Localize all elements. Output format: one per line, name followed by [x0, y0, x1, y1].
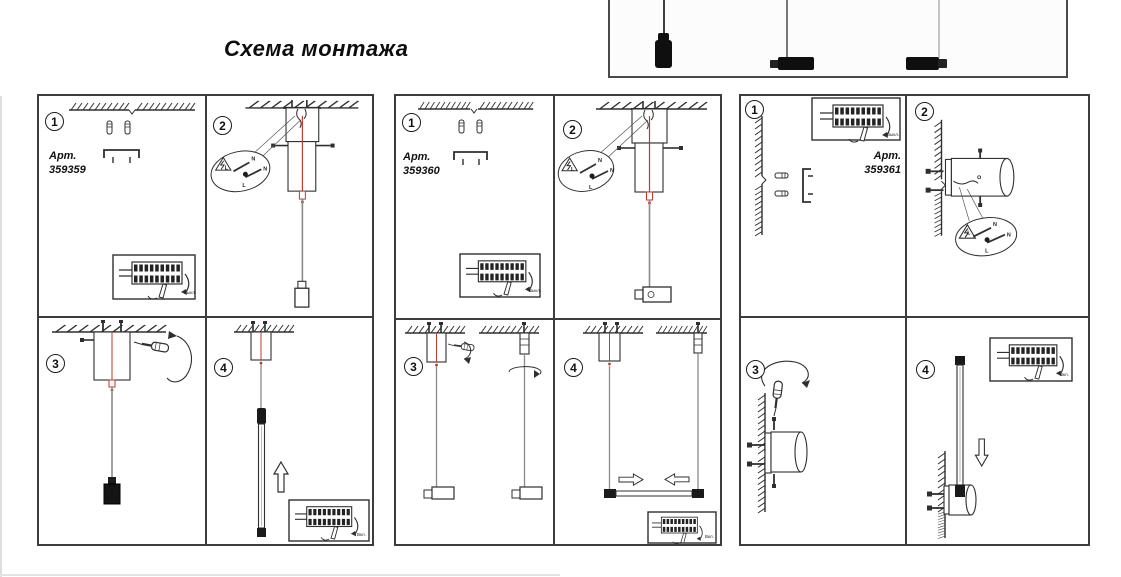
step-1-cell	[396, 96, 555, 320]
panel-359361	[739, 94, 1090, 546]
arrow-right-icon	[619, 474, 643, 485]
step-1-cell	[741, 96, 907, 318]
step-number-badge: 1	[402, 113, 421, 132]
step-1-diagram	[396, 96, 553, 318]
art-value: 359360	[403, 164, 440, 177]
wire-label-n: N	[263, 166, 268, 173]
page-edge-shadow	[0, 574, 560, 576]
power-on-inset	[990, 338, 1072, 381]
ceiling-notch	[471, 109, 477, 113]
step-number-badge: 4	[564, 358, 583, 377]
wiring-balloon	[207, 146, 273, 197]
arrow-up-icon	[274, 462, 288, 492]
wire-label-l: L	[985, 248, 989, 255]
rotation-arrow	[762, 361, 809, 386]
step-2-diagram	[907, 96, 1088, 316]
power-off-label: Выкл.	[529, 288, 542, 293]
suspension-grip	[694, 333, 702, 353]
step-number-badge: 3	[404, 357, 423, 376]
art-value: 359361	[864, 163, 901, 176]
step-number-badge: 4	[916, 360, 935, 379]
step-2-cell	[555, 96, 720, 320]
suspension-grip	[520, 333, 529, 354]
lamp-head	[520, 487, 542, 499]
dowel-icon	[775, 173, 788, 178]
step-4-diagram	[555, 320, 720, 544]
dowel-icon	[459, 120, 464, 133]
step-number-badge: 3	[46, 354, 65, 373]
screwdriver-icon	[133, 339, 169, 353]
article-number	[839, 150, 901, 178]
step-2-cell	[907, 96, 1088, 318]
mounting-bracket	[803, 169, 811, 202]
power-off-inset	[812, 98, 900, 142]
lamp-head	[104, 484, 120, 504]
rotation-arrow	[167, 336, 192, 382]
dowel-icon	[107, 121, 112, 134]
art-value: 359359	[49, 163, 86, 176]
step-4-cell	[207, 318, 372, 544]
step-2-diagram	[207, 96, 372, 316]
mounting-bracket	[104, 150, 139, 158]
step-3-diagram	[396, 320, 553, 544]
dowel-icon	[775, 191, 788, 196]
power-on-label: Вкл.	[357, 532, 366, 537]
power-on-label: Вкл.	[1060, 372, 1069, 377]
step-number-badge: 1	[45, 112, 64, 131]
tube-connector	[692, 489, 704, 498]
power-on-label: Вкл.	[705, 534, 714, 539]
page-edge-shadow	[0, 96, 2, 577]
wire-label-l: L	[571, 167, 575, 173]
wire-label-n: N	[610, 168, 614, 174]
canopy	[951, 158, 1006, 196]
wire-label-l: L	[589, 185, 593, 191]
step-4-cell	[555, 320, 720, 544]
step-3-cell	[39, 318, 207, 544]
pendant-cord	[786, 0, 788, 58]
mounting-bracket	[454, 152, 487, 160]
tube-connector	[955, 356, 965, 365]
step-1-diagram	[39, 96, 205, 316]
step-3-cell	[396, 320, 555, 544]
power-on-inset	[289, 500, 369, 541]
step-2-cell	[207, 96, 372, 318]
article-number	[403, 151, 440, 179]
lamp-socket	[955, 485, 965, 497]
step-number-badge: 3	[746, 360, 765, 379]
step-1-diagram	[741, 96, 905, 316]
step-3-diagram	[741, 318, 905, 544]
step-number-badge: 4	[214, 358, 233, 377]
wire-label-n: N	[1006, 232, 1011, 239]
step-3-cell	[741, 318, 907, 544]
power-off-inset	[113, 255, 196, 299]
step-4-cell	[907, 318, 1088, 544]
step-number-badge: 2	[563, 120, 582, 139]
tube-connector	[257, 408, 266, 424]
power-off-label: Выкл.	[184, 290, 197, 295]
wire-label-n: N	[251, 156, 256, 163]
product-photo	[608, 0, 1068, 78]
step-number-badge: 2	[213, 116, 232, 135]
step-3-diagram	[39, 318, 205, 544]
step-number-badge: 1	[745, 100, 764, 119]
power-off-label: Выкл.	[887, 132, 900, 137]
art-label: Арт.	[873, 150, 901, 162]
arrow-left-icon	[665, 474, 689, 485]
step-4-diagram	[207, 318, 372, 544]
pendant-lamp-figure	[906, 57, 939, 70]
tube-lamp	[616, 491, 692, 496]
wire-label-n: N	[598, 158, 602, 164]
ceiling-notch	[129, 110, 135, 114]
page-title: Схема монтажа	[224, 36, 409, 61]
art-label: Арт.	[49, 150, 77, 162]
article-number	[49, 150, 86, 178]
wire-label-l: L	[967, 230, 971, 237]
wiring-balloon	[953, 214, 1019, 260]
panel-359360	[394, 94, 722, 546]
pendant-cord	[938, 0, 940, 58]
arrow-down-icon	[975, 439, 988, 466]
step-number-badge: 2	[915, 102, 934, 121]
screwdriver-icon	[771, 381, 783, 417]
step-4-diagram	[907, 318, 1088, 544]
wire-label-l: L	[242, 183, 246, 190]
power-off-inset	[460, 254, 541, 297]
dowel-icon	[125, 121, 130, 134]
tube-connector	[604, 489, 616, 498]
lamp-head	[432, 487, 454, 499]
wire-label-l: L	[224, 165, 228, 172]
step-1-cell	[39, 96, 207, 318]
wall-notch	[762, 176, 766, 184]
panel-359359	[37, 94, 374, 546]
lamp-head	[295, 288, 309, 307]
art-label: Арт.	[403, 151, 431, 163]
power-on-inset	[648, 512, 716, 544]
dowel-icon	[477, 120, 482, 133]
wire-label-n: N	[993, 221, 997, 228]
pendant-lamp-figure	[655, 40, 672, 68]
pendant-lamp-figure	[938, 59, 947, 68]
wiring-balloon	[555, 146, 618, 197]
lamp-head	[643, 287, 671, 302]
pendant-lamp-figure	[778, 57, 814, 70]
